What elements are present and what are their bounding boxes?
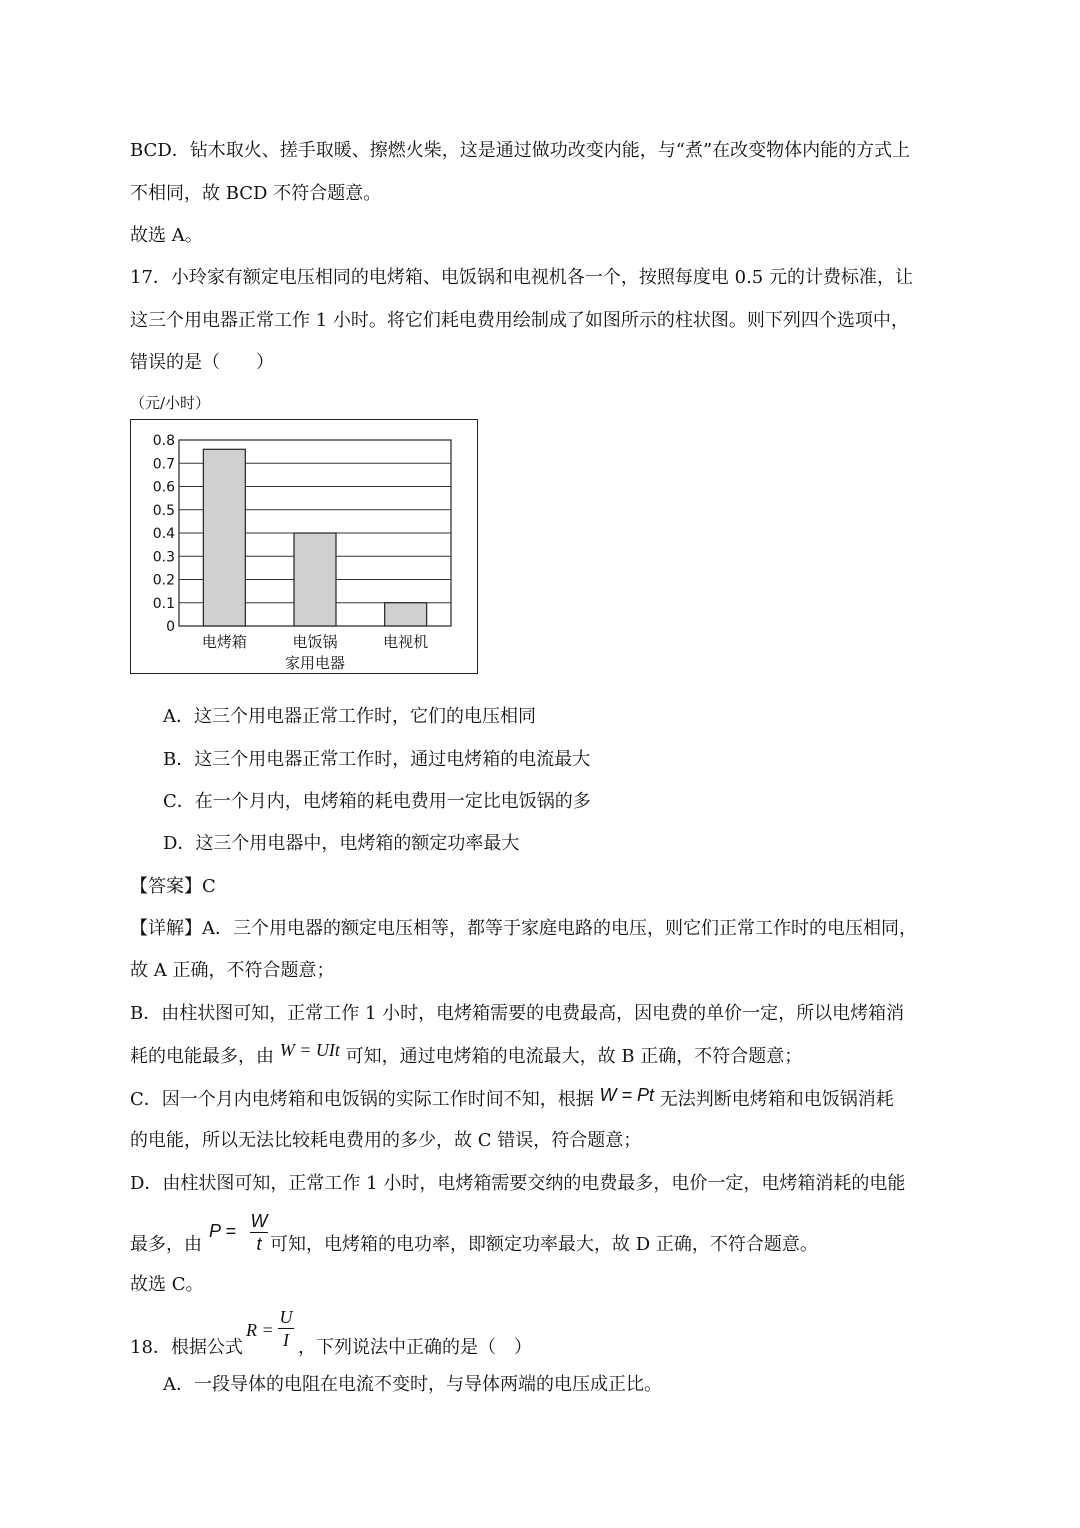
answer-line: 【答案】C: [130, 876, 216, 897]
text-fragment: 无法判断电烤箱和电饭锅消耗: [659, 1089, 894, 1110]
x-tick-label: 电烤箱: [201, 633, 247, 651]
x-axis-label: 家用电器: [284, 654, 346, 672]
explanation-line: 故 A 正确，不符合题意；: [130, 960, 335, 981]
text-fragment: 最多，由: [130, 1234, 202, 1255]
formula-r-fraction: [276, 1306, 296, 1351]
text-fragment: 耗的电能最多，由: [130, 1046, 274, 1067]
bar-chart-svg: [131, 420, 476, 672]
y-tick-label: 0.1: [152, 595, 175, 612]
bar: [294, 533, 336, 626]
option-a: A．这三个用电器正常工作时，它们的电压相同: [163, 706, 536, 727]
fraction-denominator: t: [256, 1234, 262, 1254]
formula-w-pt: W = Pt: [599, 1085, 655, 1105]
option-d: D．这三个用电器中，电烤箱的额定功率最大: [163, 833, 520, 854]
question-17-stem: 错误的是（ ）: [130, 352, 274, 373]
text-fragment: C．因一个月内电烤箱和电饭锅的实际工作时间不知，根据: [130, 1089, 594, 1110]
fraction-denominator: I: [283, 1330, 289, 1350]
x-tick-label: 电饭锅: [292, 633, 338, 651]
y-tick-label: 0.2: [152, 572, 175, 589]
option-b: B．这三个用电器正常工作时，通过电烤箱的电流最大: [163, 749, 591, 770]
text-fragment: 18．根据公式: [130, 1337, 243, 1358]
explanation-line: [130, 1233, 202, 1257]
y-tick-label: 0.8: [152, 433, 175, 449]
explanation-line: 的电能，所以无法比较耗电费用的多少，故 C 错误，符合题意；: [130, 1130, 642, 1151]
explanation-line: D．由柱状图可知，正常工作 1 小时，电烤箱需要交纳的电费最多，电价一定，电烤箱消耗的电能: [130, 1173, 906, 1194]
y-tick-label: 0.5: [152, 502, 175, 519]
option-c: C．在一个月内，电烤箱的耗电费用一定比电饭锅的多: [163, 791, 591, 812]
formula-w-uit: W = UIt: [279, 1040, 340, 1060]
text-line: 故选 A。: [130, 225, 203, 246]
y-tick-label: 0.6: [152, 479, 175, 496]
x-tick-label: 电视机: [383, 633, 429, 651]
question-17-stem: 17．小玲家有额定电压相同的电烤箱、电饭锅和电视机各一个，按照每度电 0.5 元的计费标准，让: [130, 267, 913, 288]
y-tick-label: 0.7: [152, 456, 175, 473]
y-tick-label: 0: [166, 619, 175, 635]
formula-r-lhs: R =: [246, 1320, 274, 1340]
question-17-stem: 这三个用电器正常工作 1 小时。将它们耗电费用绘制成了如图所示的柱状图。则下列四个选项中，: [130, 310, 909, 331]
formula-p-fraction: [248, 1210, 270, 1255]
y-tick-label: 0.4: [152, 526, 175, 542]
text-fragment: 可知，通过电烤箱的电流最大，故 B 正确，不符合题意；: [345, 1046, 803, 1067]
fraction-numerator: U: [279, 1307, 293, 1327]
conclusion-line: 故选 C。: [130, 1274, 204, 1295]
text-line: BCD．钻木取火、搓手取暖、擦燃火柴，这是通过做功改变内能，与“煮”在改变物体内能的方式上: [130, 140, 911, 161]
explanation-line: 【详解】A．三个用电器的额定电压相等，都等于家庭电路的电压，则它们正常工作时的电压相同，: [130, 918, 917, 939]
text-line: 不相同，故 BCD 不符合题意。: [130, 183, 382, 204]
question-18-stem: ，下列说法中正确的是（ ）: [298, 1337, 532, 1358]
question-18-option-a: A．一段导体的电阻在电流不变时，与导体两端的电压成正比。: [163, 1374, 662, 1395]
explanation-line: [130, 1040, 803, 1069]
explanation-line: B．由柱状图可知，正常工作 1 小时，电烤箱需要的电费最高，因电费的单价一定，所以电烤箱消: [130, 1003, 905, 1024]
y-tick-label: 0.3: [152, 549, 175, 566]
formula-p-lhs: P =: [209, 1221, 236, 1241]
fraction-numerator: W: [250, 1211, 268, 1231]
bar: [203, 449, 245, 626]
explanation-line: 可知，电烤箱的电功率，即额定功率最大，故 D 正确，不符合题意。: [270, 1234, 818, 1255]
bar-chart: [130, 419, 478, 674]
bar: [385, 603, 427, 626]
chart-unit-label: （元/小时）: [130, 394, 211, 412]
question-18-stem: [130, 1336, 243, 1360]
explanation-line: [130, 1087, 894, 1112]
